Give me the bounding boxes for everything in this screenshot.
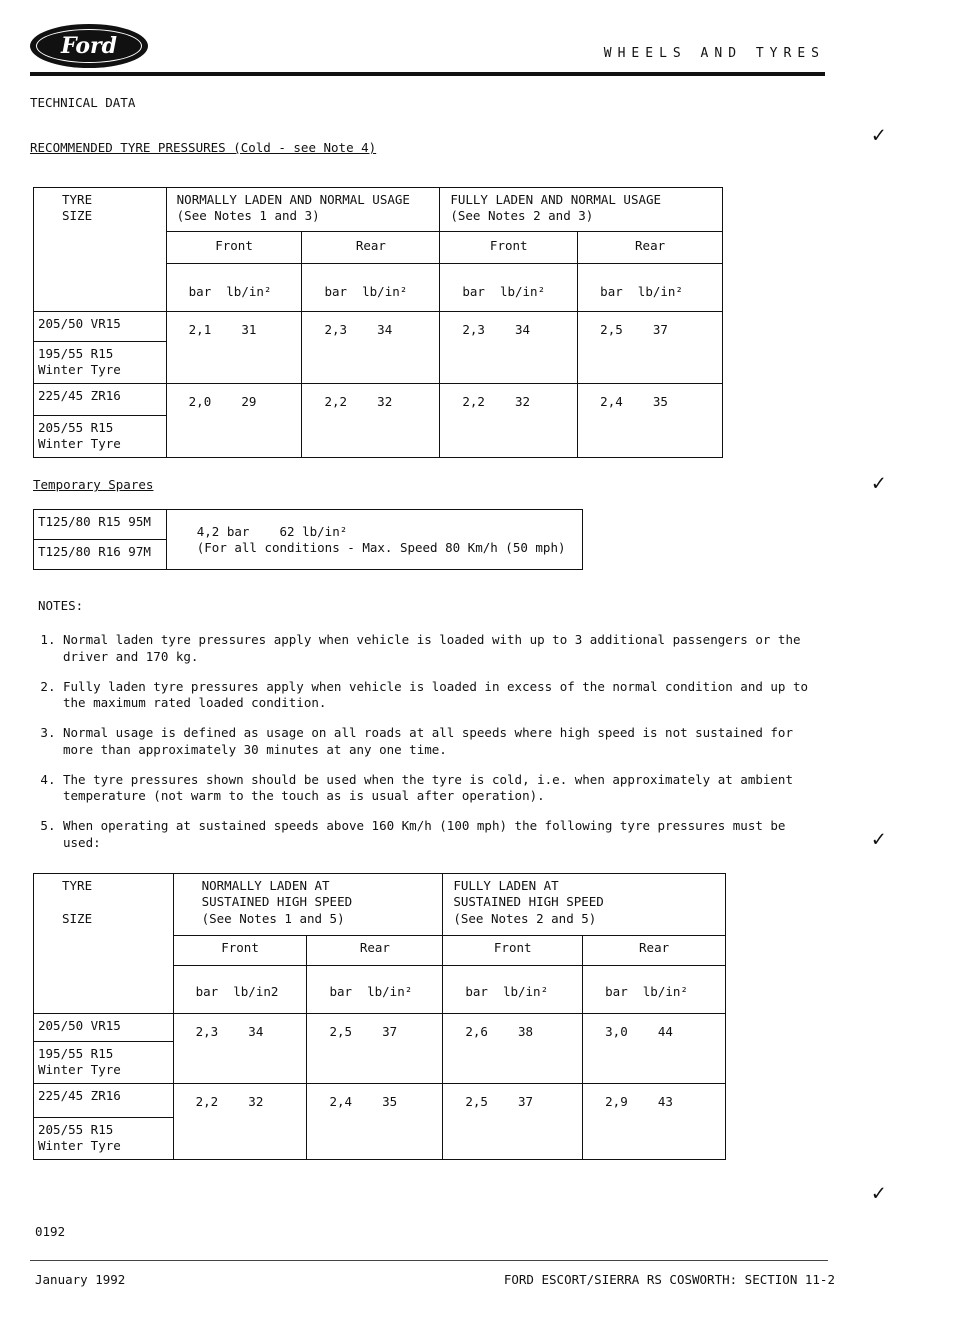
tyre-pressure-table-normal [33,187,723,458]
pressure-cell: 2,2 32 [440,384,578,458]
unit-header: bar lb/in² [583,966,726,1014]
page-subtitle: RECOMMENDED TYRE PRESSURES (Cold - see Note 4) [30,140,377,155]
margin-mark-icon: ✓ [872,1181,886,1206]
pressure-cell: 2,5 37 [307,1014,443,1084]
pressure-cell: 2,3 34 [302,312,440,384]
tyre-size-header: TYRE SIZE [34,874,174,1014]
normal-high-speed-header: NORMALLY LADEN AT SUSTAINED HIGH SPEED (See Notes 1 and 5) [173,874,443,936]
tyre-size-header: TYRE SIZE [34,188,167,312]
tyre-size-cell: 225/45 ZR16 [34,384,167,416]
pressure-cell: 2,5 37 [443,1084,583,1160]
note-item: 5. When operating at sustained speeds above 160 Km/h (100 mph) the following tyre pressures must be used: [63,818,828,851]
spare-condition: (For all conditions - Max. Speed 80 Km/h (50 mph) [196,540,566,556]
pressure-cell: 3,0 44 [583,1014,726,1084]
front-header: Front [440,232,578,264]
front-header: Front [173,936,307,966]
footer-section: FORD ESCORT/SIERRA RS COSWORTH: SECTION 11-2 [503,1272,835,1287]
unit-header: bar lb/in² [578,264,723,312]
pressure-cell: 2,1 31 [166,312,302,384]
unit-header: bar lb/in² [307,966,443,1014]
tyre-size-cell: 205/50 VR15 [34,1014,174,1042]
page-title: TECHNICAL DATA [30,95,136,110]
full-high-speed-header: FULLY LADEN AT SUSTAINED HIGH SPEED (See Notes 2 and 5) [443,874,726,936]
notes-section [38,598,828,865]
unit-header: bar lb/in² [440,264,578,312]
footer-date: January 1992 [35,1272,126,1287]
rear-header: Rear [302,232,440,264]
rear-header: Rear [578,232,723,264]
pressure-cell: 2,0 29 [166,384,302,458]
pressure-cell: 2,3 34 [173,1014,307,1084]
pressure-cell: 2,5 37 [578,312,723,384]
pressure-cell: 2,4 35 [307,1084,443,1160]
note-item: 4. The tyre pressures shown should be used when the tyre is cold, i.e. when approximately at ambient temperature (not warm to the touch as is usual after operation). [63,772,828,805]
pressure-cell: 2,3 34 [440,312,578,384]
note-item: 2. Fully laden tyre pressures apply when vehicle is loaded in excess of the normal condition and up to the maximum rated loaded condition. [63,679,828,712]
unit-header: bar lb/in² [166,264,302,312]
tyre-size-cell: 205/55 R15 Winter Tyre [34,416,167,458]
pressure-cell: 2,6 38 [443,1014,583,1084]
pressure-cell: 2,2 32 [173,1084,307,1160]
margin-mark-icon: ✓ [872,827,886,852]
spare-size-cell: T125/80 R16 97M [34,540,167,570]
rear-header: Rear [307,936,443,966]
rear-header: Rear [583,936,726,966]
tyre-size-cell: 195/55 R15 Winter Tyre [34,1042,174,1084]
full-usage-header: FULLY LADEN AND NORMAL USAGE (See Notes 2 and 3) [440,188,723,232]
margin-mark-icon: ✓ [872,471,886,496]
front-header: Front [443,936,583,966]
tyre-pressure-table-high-speed [33,873,726,1160]
tyre-size-cell: 225/45 ZR16 [34,1084,174,1118]
ford-logo: Ford [30,24,148,68]
page-code: 0192 [35,1224,66,1239]
tyre-size-cell: 205/50 VR15 [34,312,167,342]
temporary-spares-title: Temporary Spares [33,477,154,492]
pressure-cell: 2,4 35 [578,384,723,458]
unit-header: bar lb/in2 [173,966,307,1014]
footer-rule [30,1260,828,1261]
spare-size-cell: T125/80 R15 95M [34,510,167,540]
unit-header: bar lb/in² [443,966,583,1014]
unit-header: bar lb/in² [302,264,440,312]
section-title: WHEELS AND TYRES [603,46,825,61]
note-item: 1. Normal laden tyre pressures apply when vehicle is loaded with up to 3 additional passengers or the driver and 170 kg. [63,632,828,665]
note-item: 3. Normal usage is defined as usage on all roads at all speeds where high speed is not sustained for more than approximately 30 minutes at any one time. [63,725,828,758]
spare-pressure: 4,2 bar 62 lb/in² [196,524,348,539]
header-rule [30,72,825,76]
pressure-cell: 2,2 32 [302,384,440,458]
temporary-spares-table [33,509,583,570]
normal-usage-header: NORMALLY LADEN AND NORMAL USAGE (See Notes 1 and 3) [166,188,440,232]
tyre-size-cell: 205/55 R15 Winter Tyre [34,1118,174,1160]
pressure-cell: 2,9 43 [583,1084,726,1160]
front-header: Front [166,232,302,264]
tyre-size-cell: 195/55 R15 Winter Tyre [34,342,167,384]
margin-mark-icon: ✓ [872,123,886,148]
notes-title: NOTES: [38,598,84,613]
